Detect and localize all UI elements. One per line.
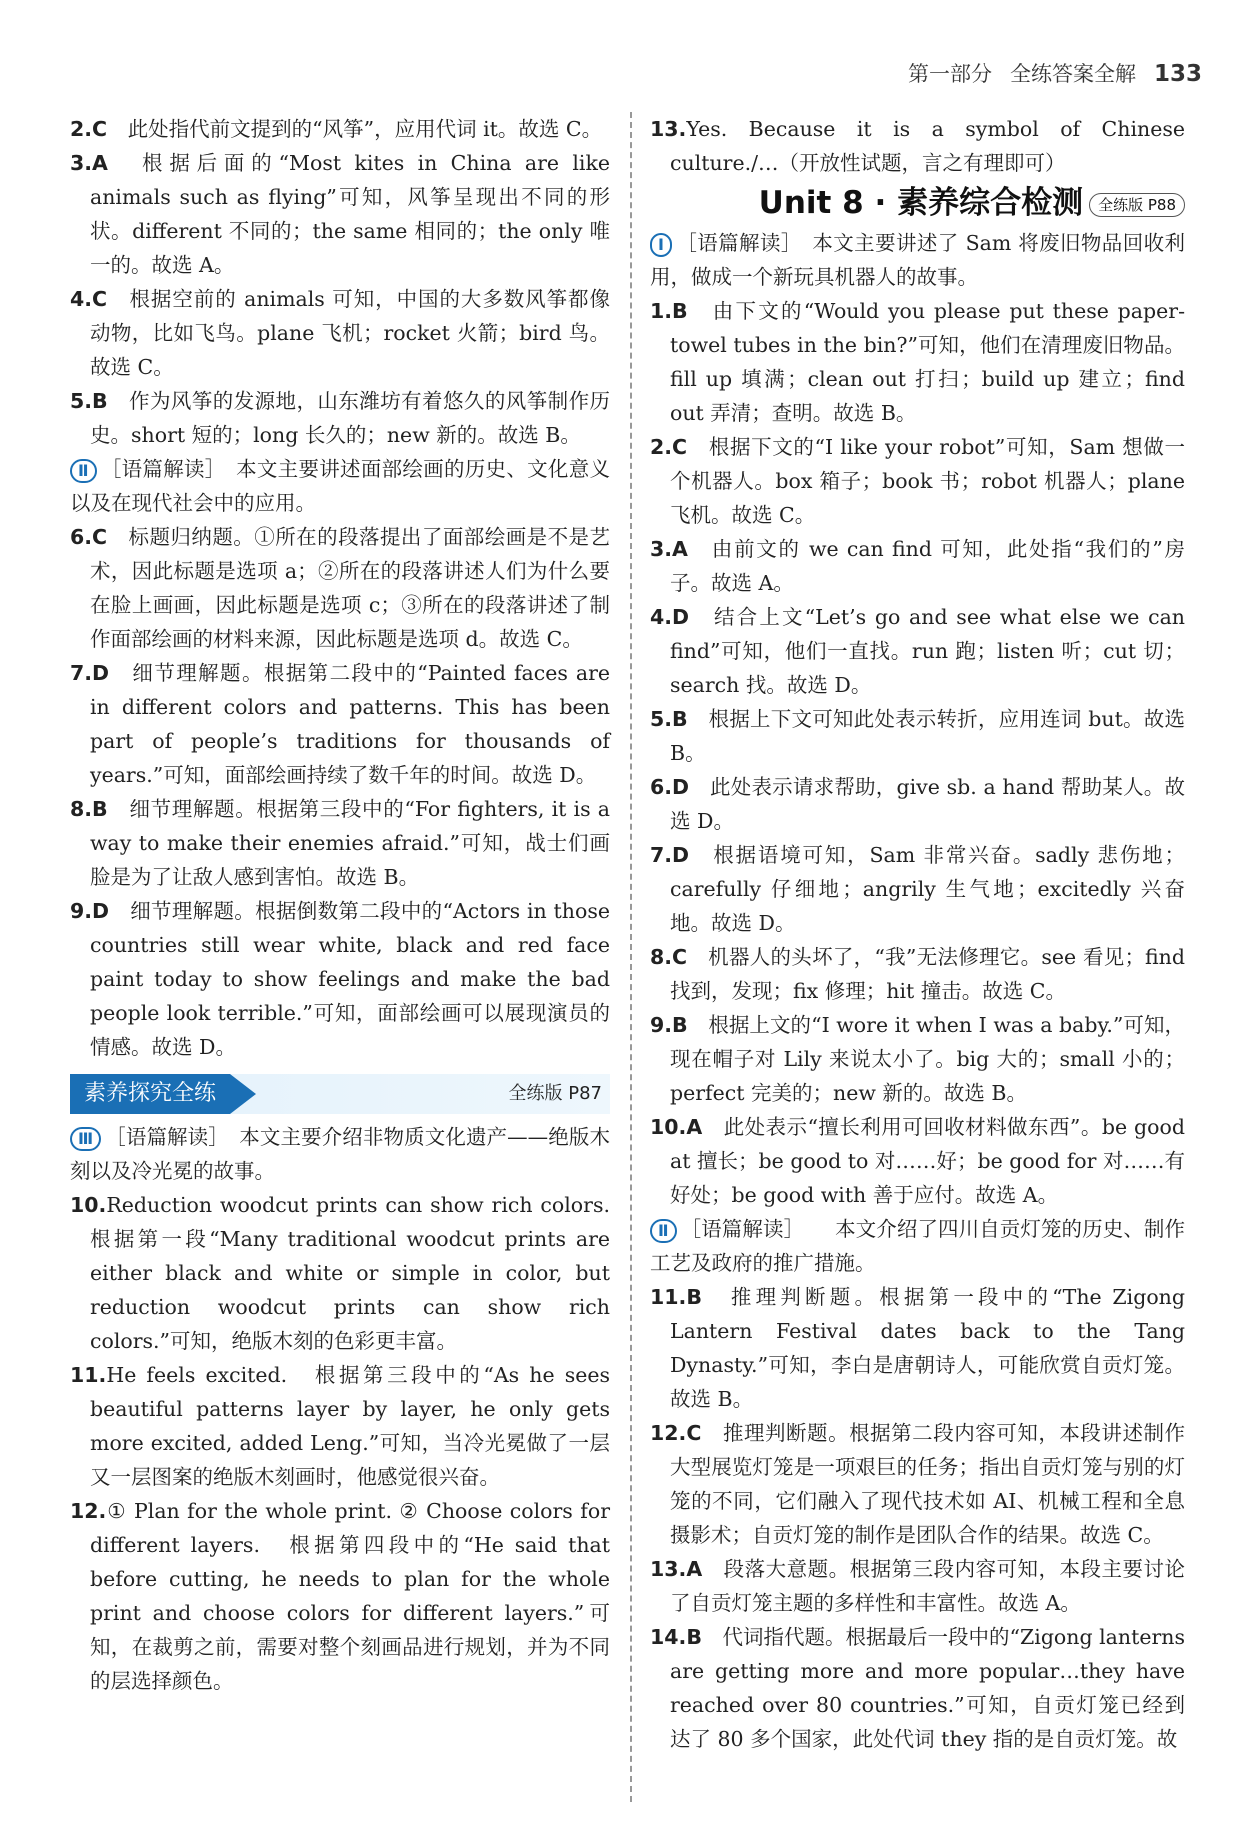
answer-item: 14.B 代词指代题。根据最后一段中的“Zigong lanterns are getting more and more popular…they have reached over 80 countries.”可知，自贡灯笼已经到达了 80 多个国家，此处代词 they 指的是自贡灯笼。故 (650, 1625, 1185, 1751)
left-column (70, 112, 631, 1698)
passage-intro: Ⅱ ［语篇解读］ 本文主要讲述面部绘画的历史、文化意义以及在现代社会中的应用。 (70, 457, 610, 515)
unit-ref-badge: 全练版 P88 (1089, 193, 1185, 217)
answer-list-b (70, 520, 610, 1064)
answer-list-a (70, 112, 610, 452)
answer-item: 9.D 细节理解题。根据倒数第二段中的“Actors in those countries still wear white, black and red face paint today to show feelings and make the bad people look terrible.”可知，面部绘画可以展现演员的情感。故选 D。 (70, 899, 610, 1059)
roman-numeral-badge: Ⅲ (70, 1127, 101, 1151)
roman-numeral-badge: Ⅱ (70, 459, 97, 483)
answer-item: 10.Reduction woodcut prints can show rich colors. 根据第一段“Many traditional woodcut prints are either black and white or simple in color, but reduction woodcut prints can show rich colors.”可知，绝版木刻的色彩更丰富。 (70, 1193, 631, 1353)
answer-item: 7.D 根据语境可知，Sam 非常兴奋。sadly 悲伤地；carefully 仔细地；angrily 生气地；excitedly 兴奋地。故选 D。 (650, 843, 1185, 935)
answer-item: 12.C 推理判断题。根据第二段内容可知，本段讲述制作大型展览灯笼是一项艰巨的任务；指出自贡灯笼与别的灯笼的不同，它们融入了现代技术如 AI、机械工程和全息摄影术；自贡灯笼的制作是团队合作的结果。故选 C。 (650, 1421, 1186, 1547)
roman-numeral-badge: Ⅰ (650, 233, 672, 257)
answer-item: 11.He feels excited. 根据第三段中的“As he sees beautiful patterns layer by layer, he only gets more excited, added Leng.”可知，当冷光冕做了一层又一层图案的绝版木刻画时，他感觉很兴奋。 (70, 1363, 610, 1489)
answer-item: 7.D 细节理解题。根据第二段中的“Painted faces are in different colors and patterns. This has been part of people’s traditions for thousands of years.”可知，面部绘画持续了数千年的时间。故选 D。 (70, 661, 610, 787)
column-divider (630, 112, 632, 1802)
banner-ref: 全练版 P87 (508, 1083, 602, 1104)
answer-item: 4.C 根据空前的 animals 可知，中国的大多数风筝都像动物，比如飞鸟。plane 飞机；rocket 火箭；bird 鸟。故选 C。 (70, 287, 610, 379)
answer-list-c (650, 1280, 1185, 1756)
passage-intro: Ⅰ ［语篇解读］ 本文主要讲述了 Sam 将废旧物品回收利用，做成一个新玩具机器人的故事。 (650, 231, 1185, 289)
answer-item: 2.C 此处指代前文提到的“风筝”，应用代词 it。故选 C。 (70, 117, 603, 141)
answer-item: 4.D 结合上文“Let’s go and see what else we can find”可知，他们一直找。run 跑；listen 听；cut 切；search 找。故选 D。 (650, 605, 1186, 697)
answer-item: 3.A 由前文的 we can find 可知，此处指“我们的”房子。故选 A。 (650, 537, 1186, 595)
header-subtitle: 全练答案全解 (1009, 62, 1136, 86)
answer-item: 5.B 作为风筝的发源地，山东潍坊有着悠久的风筝制作历史。short 短的；long 长久的；new 新的。故选 B。 (70, 389, 610, 447)
page-header (908, 58, 1202, 88)
unit-title: Unit 8 · 素养综合检测 全练版 P88 (650, 186, 1185, 220)
answer-item: 5.B 根据上下文可知此处表示转折，应用连词 but。故选 B。 (650, 707, 1185, 765)
answer-item: 12.① Plan for the whole print. ② Choose colors for different layers. 根据第四段中的“He said that before cutting, he needs to plan for the whole print and choose colors for different layers.”可知，在裁剪之前，需要对整个刻画品进行规划，并为不同的层选择颜色。 (70, 1499, 610, 1693)
passage-intro: Ⅲ ［语篇解读］ 本文主要介绍非物质文化遗产——绝版木刻以及冷光冕的故事。 (70, 1125, 610, 1183)
roman-numeral-badge: Ⅱ (650, 1219, 677, 1243)
answer-list-b (650, 294, 1185, 1212)
header-section: 第一部分 (907, 62, 992, 86)
answer-item: 8.B 细节理解题。根据第三段中的“For fighters, it is a way to make their enemies afraid.”可知，战士们画脸是为了让敌人感到害怕。故选 B。 (70, 797, 611, 889)
answer-item: 8.C 机器人的头坏了，“我”无法修理它。see 看见；find 找到，发现；fix 修理；hit 撞击。故选 C。 (650, 945, 1185, 1003)
answer-item: 1.B 由下文的“Would you please put these paper-towel tubes in the bin?”可知，他们在清理废旧物品。fill up 填满；clean out 打扫；build up 建立；find out 弄清；查明。故选 B。 (650, 299, 1185, 425)
answer-list-c (70, 1188, 631, 1698)
answer-item: 13.A 段落大意题。根据第三段内容可知，本段主要讨论了自贡灯笼主题的多样性和丰富性。故选 A。 (650, 1557, 1185, 1615)
right-column (650, 112, 1185, 1756)
answer-item: 6.D 此处表示请求帮助，give sb. a hand 帮助某人。故选 D。 (650, 775, 1185, 833)
answer-item: 13.Yes. Because it is a symbol of Chinese culture./…（开放性试题，言之有理即可） (650, 117, 1185, 175)
passage-intro: Ⅱ ［语篇解读］ 本文介绍了四川自贡灯笼的历史、制作工艺及政府的推广措施。 (650, 1217, 1185, 1275)
answer-item: 2.C 根据下文的“I like your robot”可知，Sam 想做一个机器人。box 箱子；book 书；robot 机器人；plane 飞机。故选 C。 (650, 435, 1185, 527)
answer-item: 3.A 根据后面的“Most kites in China are like animals such as flying”可知，风筝呈现出不同的形状。different 不同的；the same 相同的；the only 唯一的。故选 A。 (70, 151, 610, 277)
section-banner (70, 1074, 610, 1114)
page-number: 133 (1153, 61, 1202, 87)
banner-title: 素养探究全练 (70, 1074, 230, 1114)
answer-item: 10.A 此处表示“擅长利用可回收材料做东西”。be good at 擅长；be good to 对……好；be good for 对……有好处；be good with 善于应付。故选 A。 (650, 1115, 1185, 1207)
answer-item: 9.B 根据上文的“I wore it when I was a baby.”可知，现在帽子对 Lily 来说太小了。big 大的；small 小的；perfect 完美的；new 新的。故选 B。 (650, 1013, 1186, 1105)
answer-item: 6.C 标题归纳题。①所在的段落提出了面部绘画是不是艺术，因此标题是选项 a；②所在的段落讲述人们为什么要在脸上画画，因此标题是选项 c；③所在的段落讲述了制作面部绘画的材料来源，因此标题是选项 d。故选 C。 (70, 525, 611, 651)
answer-item: 11.B 推理判断题。根据第一段中的“The Zigong Lantern Festival dates back to the Tang Dynasty.”可知，李白是唐朝诗人，可能欣赏自贡灯笼。故选 B。 (650, 1285, 1185, 1411)
